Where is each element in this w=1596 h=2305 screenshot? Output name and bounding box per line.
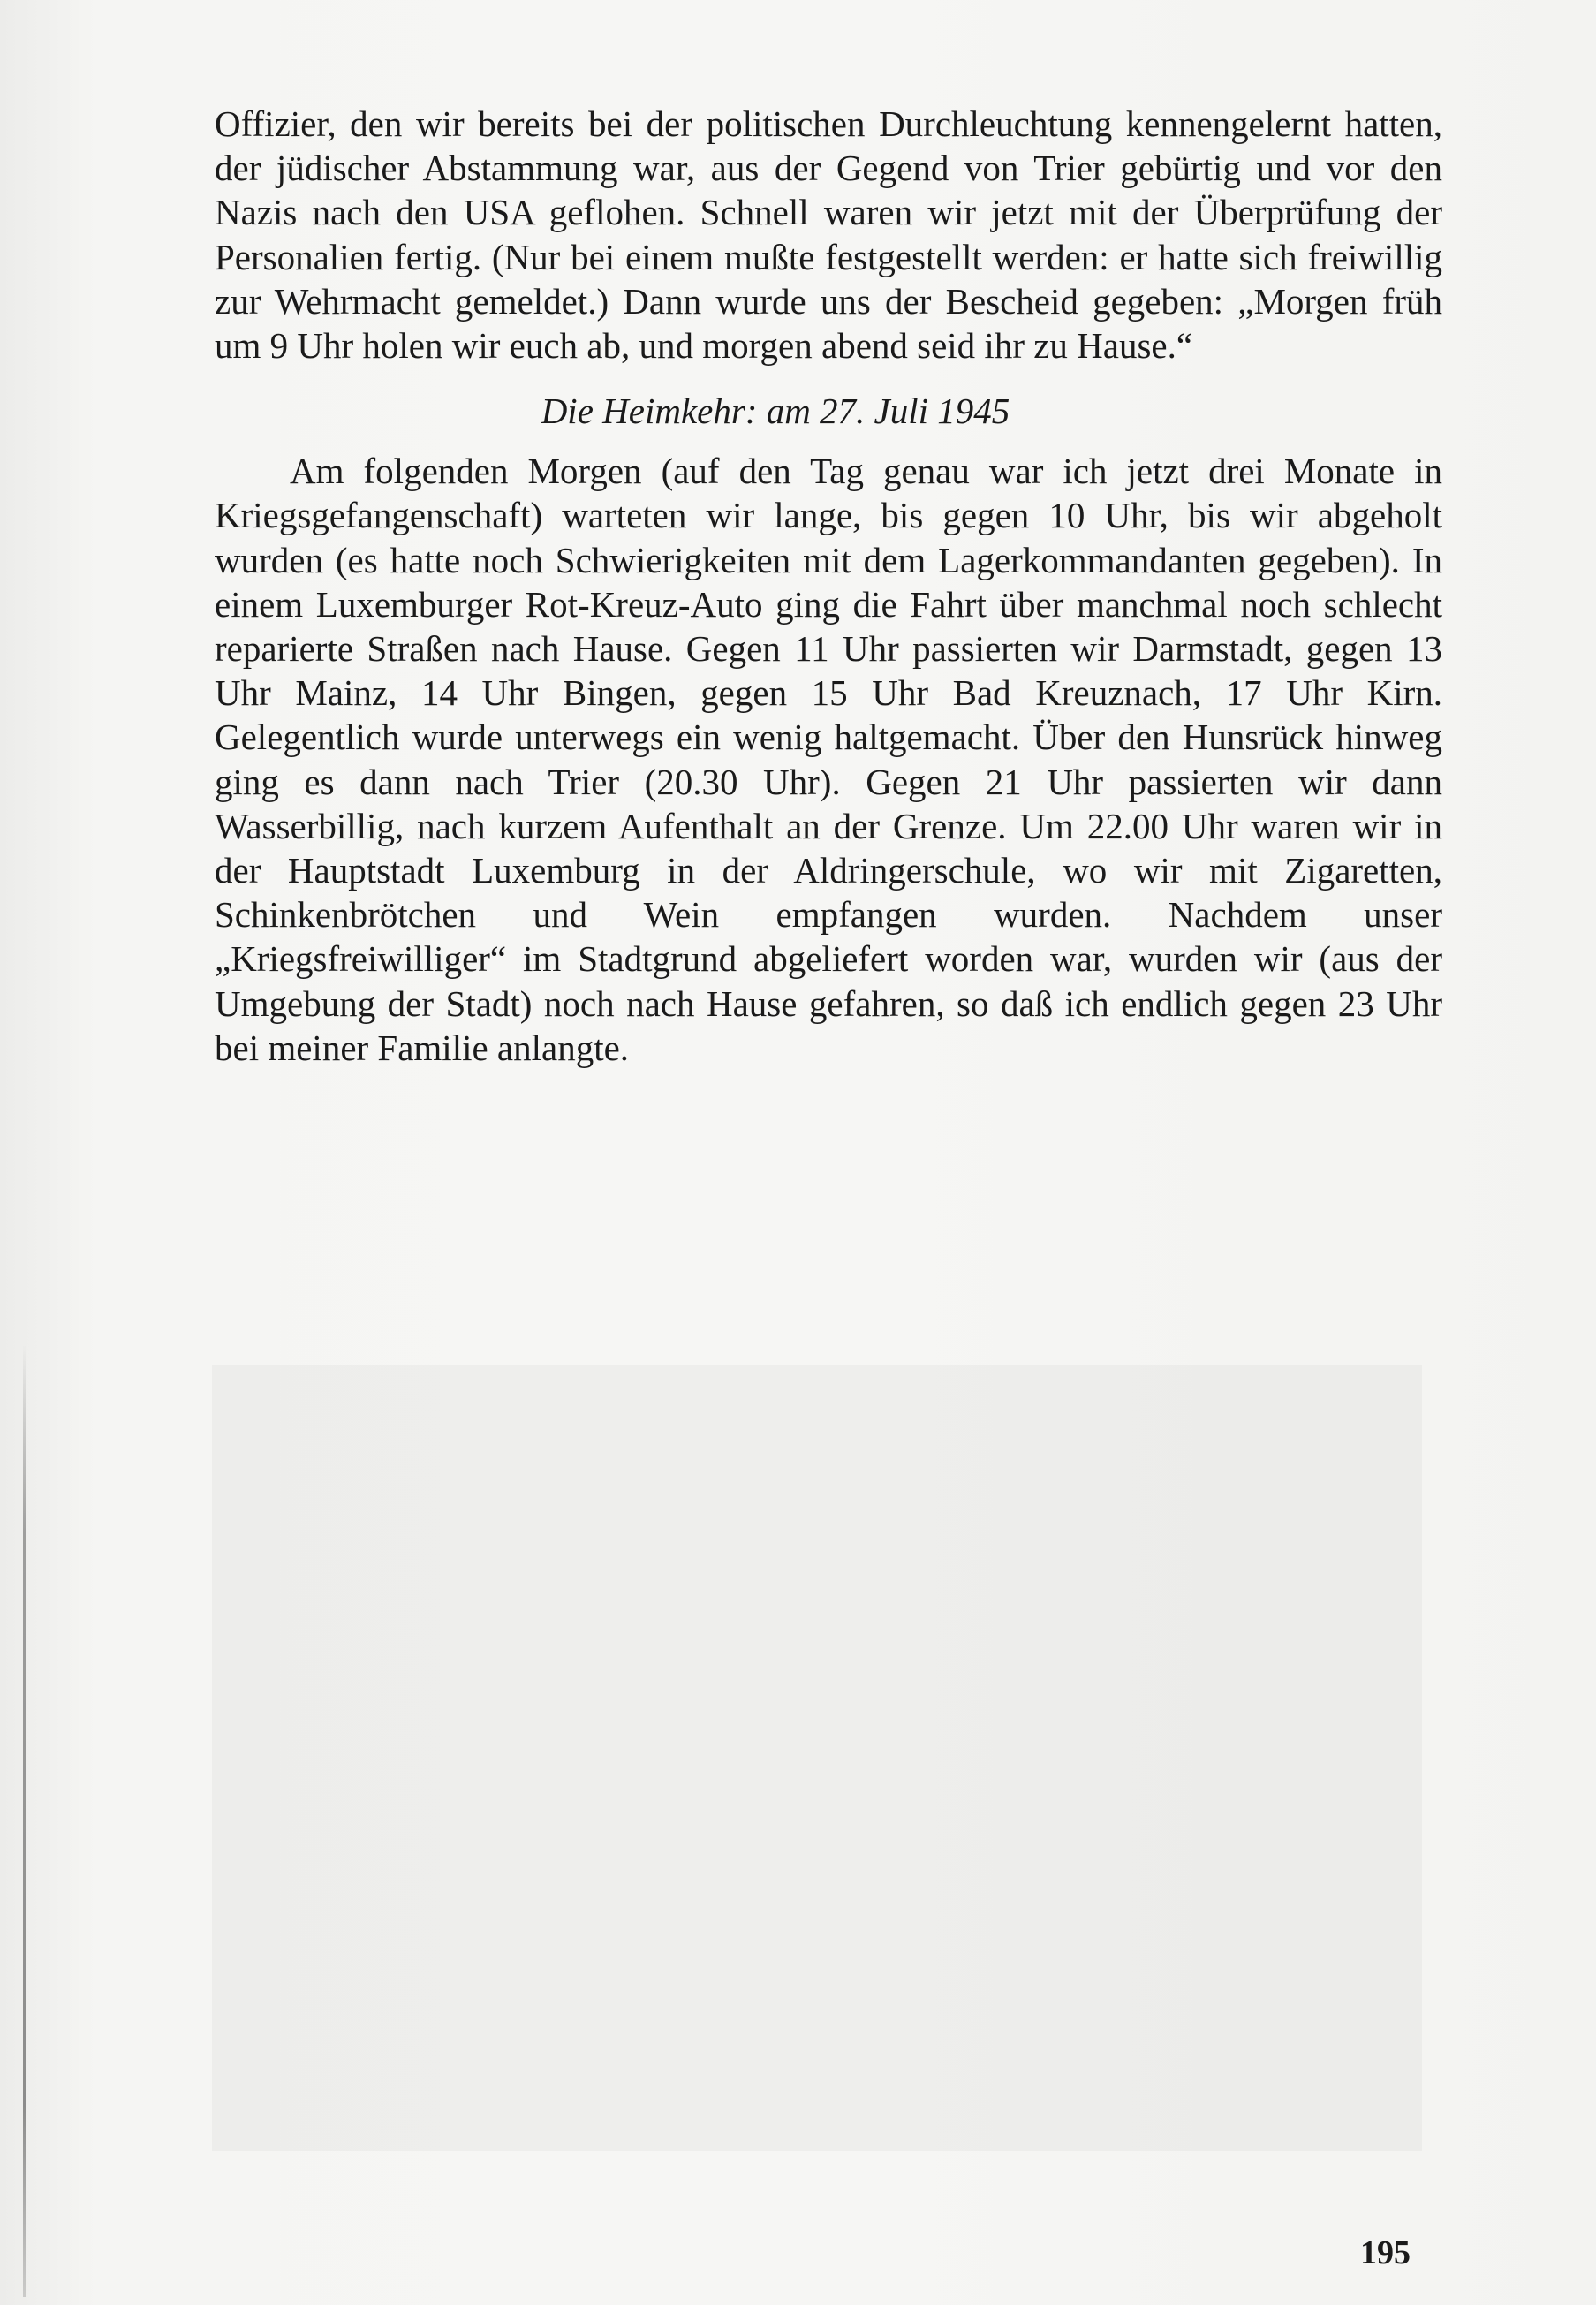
page-body [215,102,1442,1070]
paragraph-1: Offizier, den wir bereits bei der politischen Durchleuchtung kennengelernt hatten, der jüdischer Abstammung war, aus der Gegend von Trier gebürtig und vor den Nazis nach den USA geflohen. Schnell waren wir jetzt mit der Überprüfung der Personalien fertig. (Nur bei einem mußte festgestellt werden: er hatte sich freiwillig zur Wehrmacht gemeldet.) Dann wurde uns der Bescheid gegeben: „Morgen früh um 9 Uhr holen wir euch ab, und morgen abend seid ihr zu Hause.“ [215,103,1442,367]
show-through-figure [212,1365,1422,2151]
binding-edge [23,1343,26,2297]
section-heading: Die Heimkehr: am 27. Juli 1945 [541,390,1010,432]
page-number: 195 [1360,2234,1411,2271]
paragraph-2: Am folgenden Morgen (auf den Tag genau war ich jetzt drei Monate in Kriegsgefangenschaft) warteten wir lange, bis gegen 10 Uhr, bis wir abgeholt wurden (es hatte noch Schwierigkeiten mit dem Lagerkommandanten gegeben). In einem Luxemburger Rot-Kreuz-Auto ging die Fahrt über manchmal noch schlecht reparierte Straßen nach Hause. Gegen 11 Uhr passierten wir Darmstadt, gegen 13 Uhr Mainz, 14 Uhr Bingen, gegen 15 Uhr Bad Kreuznach, 17 Uhr Kirn. Gelegentlich wurde unterwegs ein wenig haltgemacht. Über den Hunsrück hinweg ging es dann nach Trier (20.30 Uhr). Gegen 21 Uhr passierten wir dann Wasserbillig, nach kurzem Aufenthalt an der Grenze. Um 22.00 Uhr waren wir in der Hauptstadt Luxemburg in der Aldringerschule, wo wir mit Zigaretten, Schinkenbrötchen und Wein empfangen wurden. Nachdem unser „Kriegsfreiwilliger“ im Stadtgrund abgeliefert worden war, wurden wir (aus der Umgebung der Stadt) noch nach Hause gefahren, so daß ich endlich gegen 23 Uhr bei meiner Familie anlangte. [215,451,1442,1068]
